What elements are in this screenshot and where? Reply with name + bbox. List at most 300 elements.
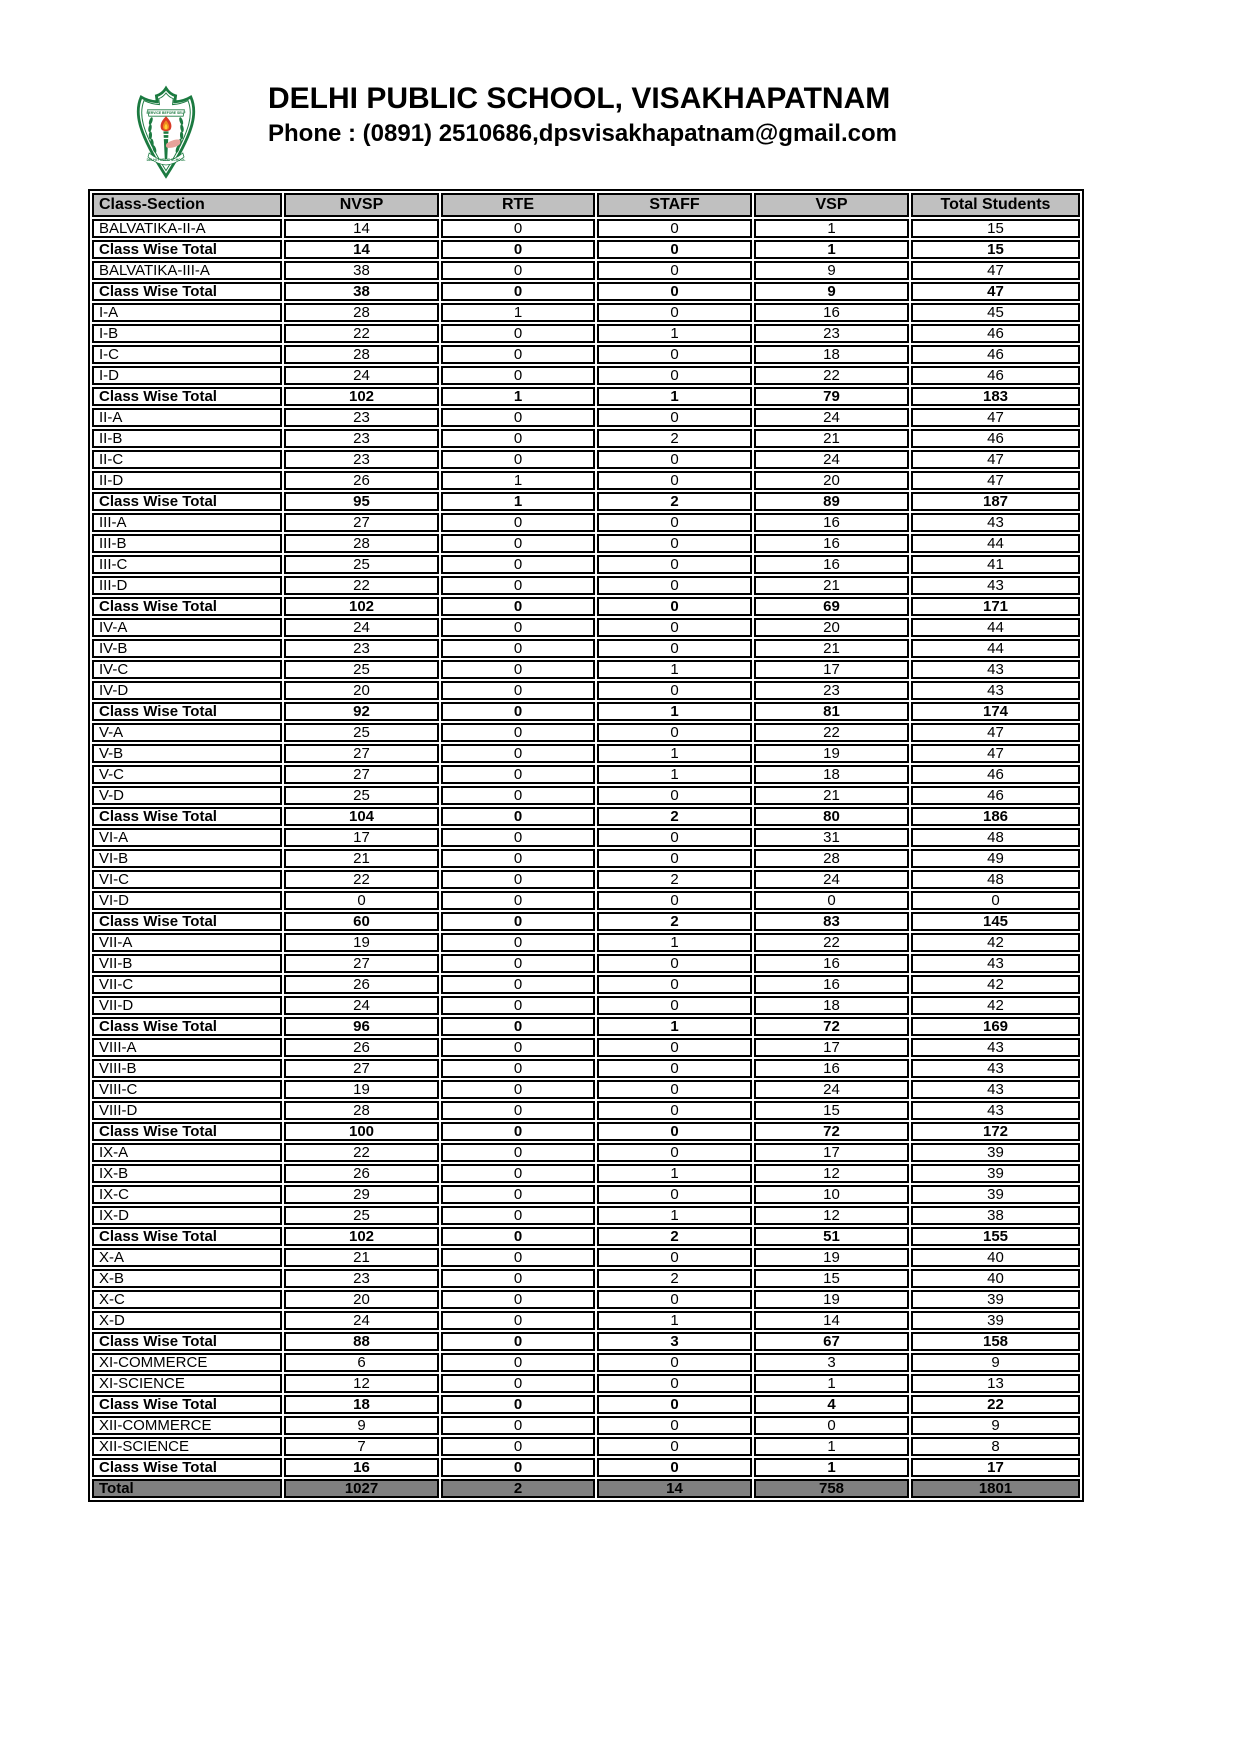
cell-nvsp: 24 [284, 996, 439, 1015]
cell-nvsp: 6 [284, 1353, 439, 1372]
cell-staff: 3 [597, 1332, 752, 1351]
cell-rte: 0 [441, 345, 595, 364]
cell-class-section: IV-C [92, 660, 282, 679]
cell-staff: 0 [597, 1248, 752, 1267]
cell-nvsp: 23 [284, 408, 439, 427]
cell-vsp: 4 [754, 1395, 909, 1414]
cell-rte: 2 [441, 1479, 595, 1498]
table-row [92, 1164, 1080, 1183]
letterhead [0, 0, 1241, 190]
cell-nvsp: 25 [284, 660, 439, 679]
cell-nvsp: 38 [284, 261, 439, 280]
table-row [92, 954, 1080, 973]
table-row [92, 345, 1080, 364]
cell-total-students: 186 [911, 807, 1080, 826]
cell-total-students: 41 [911, 555, 1080, 574]
cell-staff: 0 [597, 786, 752, 805]
cell-nvsp: 104 [284, 807, 439, 826]
cell-total-students: 47 [911, 282, 1080, 301]
cell-nvsp: 28 [284, 303, 439, 322]
cell-class-section: VII-B [92, 954, 282, 973]
cell-vsp: 83 [754, 912, 909, 931]
table-row [92, 744, 1080, 763]
cell-vsp: 20 [754, 618, 909, 637]
column-header-class-section: Class-Section [92, 193, 282, 217]
school-ribbon-text: DELHI PUBLIC SCHOOL [146, 158, 186, 163]
cell-class-section: Class Wise Total [92, 1017, 282, 1036]
class-wise-total-row [92, 387, 1080, 406]
cell-rte: 0 [441, 912, 595, 931]
cell-class-section: Class Wise Total [92, 1227, 282, 1246]
cell-total-students: 9 [911, 1416, 1080, 1435]
cell-class-section: Class Wise Total [92, 282, 282, 301]
cell-vsp: 17 [754, 660, 909, 679]
class-wise-total-row [92, 1395, 1080, 1414]
cell-nvsp: 26 [284, 471, 439, 490]
cell-staff: 0 [597, 1143, 752, 1162]
cell-staff: 0 [597, 576, 752, 595]
cell-nvsp: 27 [284, 1059, 439, 1078]
cell-class-section: Class Wise Total [92, 912, 282, 931]
cell-vsp: 12 [754, 1164, 909, 1183]
cell-nvsp: 19 [284, 933, 439, 952]
table-row [92, 1290, 1080, 1309]
cell-nvsp: 102 [284, 1227, 439, 1246]
cell-total-students: 145 [911, 912, 1080, 931]
motto-text: SERVICE BEFORE SELF [146, 111, 186, 116]
table-row [92, 1353, 1080, 1372]
cell-nvsp: 92 [284, 702, 439, 721]
table-row [92, 1038, 1080, 1057]
cell-vsp: 79 [754, 387, 909, 406]
cell-vsp: 1 [754, 1458, 909, 1477]
cell-staff: 0 [597, 1059, 752, 1078]
school-logo [126, 84, 206, 182]
cell-staff: 1 [597, 387, 752, 406]
cell-rte: 0 [441, 513, 595, 532]
cell-class-section: Class Wise Total [92, 807, 282, 826]
cell-vsp: 28 [754, 849, 909, 868]
cell-rte: 0 [441, 1122, 595, 1141]
cell-class-section: BALVATIKA-III-A [92, 261, 282, 280]
table-row [92, 1080, 1080, 1099]
cell-staff: 0 [597, 1416, 752, 1435]
cell-vsp: 21 [754, 429, 909, 448]
cell-class-section: IX-B [92, 1164, 282, 1183]
table-row [92, 723, 1080, 742]
cell-staff: 0 [597, 849, 752, 868]
table-row [92, 219, 1080, 238]
cell-class-section: VIII-A [92, 1038, 282, 1057]
cell-total-students: 43 [911, 660, 1080, 679]
cell-staff: 0 [597, 471, 752, 490]
cell-vsp: 22 [754, 366, 909, 385]
cell-total-students: 44 [911, 534, 1080, 553]
cell-total-students: 40 [911, 1269, 1080, 1288]
cell-total-students: 1801 [911, 1479, 1080, 1498]
table-row [92, 870, 1080, 889]
cell-staff: 0 [597, 1038, 752, 1057]
cell-vsp: 1 [754, 240, 909, 259]
cell-rte: 0 [441, 744, 595, 763]
cell-total-students: 17 [911, 1458, 1080, 1477]
cell-vsp: 0 [754, 891, 909, 910]
cell-nvsp: 26 [284, 1038, 439, 1057]
cell-total-students: 169 [911, 1017, 1080, 1036]
cell-class-section: Class Wise Total [92, 492, 282, 511]
cell-total-students: 15 [911, 240, 1080, 259]
cell-total-students: 15 [911, 219, 1080, 238]
cell-total-students: 46 [911, 429, 1080, 448]
cell-nvsp: 26 [284, 975, 439, 994]
cell-vsp: 69 [754, 597, 909, 616]
cell-rte: 0 [441, 1038, 595, 1057]
table-row [92, 639, 1080, 658]
cell-staff: 1 [597, 765, 752, 784]
cell-rte: 0 [441, 786, 595, 805]
column-header-rte: RTE [441, 193, 595, 217]
cell-nvsp: 20 [284, 681, 439, 700]
cell-class-section: VII-C [92, 975, 282, 994]
cell-vsp: 17 [754, 1038, 909, 1057]
cell-staff: 1 [597, 1311, 752, 1330]
cell-vsp: 22 [754, 933, 909, 952]
cell-total-students: 45 [911, 303, 1080, 322]
cell-rte: 0 [441, 975, 595, 994]
cell-total-students: 171 [911, 597, 1080, 616]
cell-class-section: II-A [92, 408, 282, 427]
cell-class-section: X-A [92, 1248, 282, 1267]
cell-nvsp: 18 [284, 1395, 439, 1414]
cell-rte: 0 [441, 1059, 595, 1078]
table-row [92, 534, 1080, 553]
cell-vsp: 67 [754, 1332, 909, 1351]
cell-nvsp: 60 [284, 912, 439, 931]
cell-rte: 0 [441, 219, 595, 238]
cell-class-section: VI-C [92, 870, 282, 889]
table-row [92, 1143, 1080, 1162]
cell-rte: 0 [441, 1101, 595, 1120]
cell-total-students: 44 [911, 639, 1080, 658]
cell-class-section: XI-SCIENCE [92, 1374, 282, 1393]
cell-total-students: 46 [911, 366, 1080, 385]
cell-total-students: 43 [911, 1101, 1080, 1120]
cell-total-students: 187 [911, 492, 1080, 511]
cell-class-section: IX-A [92, 1143, 282, 1162]
column-header-vsp: VSP [754, 193, 909, 217]
cell-vsp: 19 [754, 744, 909, 763]
cell-nvsp: 14 [284, 219, 439, 238]
table-row [92, 1101, 1080, 1120]
cell-class-section: V-B [92, 744, 282, 763]
cell-staff: 0 [597, 345, 752, 364]
cell-class-section: Class Wise Total [92, 1122, 282, 1141]
cell-nvsp: 88 [284, 1332, 439, 1351]
cell-vsp: 24 [754, 1080, 909, 1099]
cell-staff: 0 [597, 555, 752, 574]
cell-total-students: 43 [911, 954, 1080, 973]
cell-total-students: 0 [911, 891, 1080, 910]
cell-nvsp: 23 [284, 429, 439, 448]
cell-nvsp: 38 [284, 282, 439, 301]
contact-line: Phone : (0891) 2510686,dpsvisakhapatnam@gmail.com [268, 120, 897, 147]
cell-staff: 0 [597, 1101, 752, 1120]
cell-staff: 2 [597, 1269, 752, 1288]
cell-class-section: Class Wise Total [92, 387, 282, 406]
cell-rte: 0 [441, 702, 595, 721]
cell-rte: 0 [441, 450, 595, 469]
cell-total-students: 43 [911, 1080, 1080, 1099]
cell-staff: 0 [597, 261, 752, 280]
class-wise-total-row [92, 240, 1080, 259]
cell-class-section: II-C [92, 450, 282, 469]
cell-class-section: III-A [92, 513, 282, 532]
cell-staff: 14 [597, 1479, 752, 1498]
cell-class-section: V-D [92, 786, 282, 805]
cell-rte: 1 [441, 387, 595, 406]
cell-class-section: X-D [92, 1311, 282, 1330]
class-wise-total-row [92, 1122, 1080, 1141]
cell-class-section: BALVATIKA-II-A [92, 219, 282, 238]
cell-class-section: Class Wise Total [92, 1332, 282, 1351]
cell-class-section: V-C [92, 765, 282, 784]
cell-total-students: 39 [911, 1164, 1080, 1183]
cell-rte: 0 [441, 1311, 595, 1330]
cell-vsp: 18 [754, 996, 909, 1015]
table-row [92, 261, 1080, 280]
cell-vsp: 20 [754, 471, 909, 490]
cell-nvsp: 24 [284, 618, 439, 637]
cell-nvsp: 29 [284, 1185, 439, 1204]
cell-vsp: 81 [754, 702, 909, 721]
cell-rte: 0 [441, 681, 595, 700]
cell-vsp: 72 [754, 1122, 909, 1141]
cell-class-section: Class Wise Total [92, 240, 282, 259]
cell-staff: 0 [597, 450, 752, 469]
cell-class-section: VII-A [92, 933, 282, 952]
cell-staff: 1 [597, 933, 752, 952]
cell-staff: 0 [597, 219, 752, 238]
cell-rte: 0 [441, 1206, 595, 1225]
cell-nvsp: 96 [284, 1017, 439, 1036]
cell-vsp: 16 [754, 954, 909, 973]
cell-vsp: 31 [754, 828, 909, 847]
cell-class-section: IV-B [92, 639, 282, 658]
school-name: DELHI PUBLIC SCHOOL, VISAKHAPATNAM [268, 82, 891, 115]
cell-rte: 0 [441, 849, 595, 868]
cell-rte: 0 [441, 1248, 595, 1267]
cell-vsp: 19 [754, 1248, 909, 1267]
cell-total-students: 47 [911, 471, 1080, 490]
cell-vsp: 758 [754, 1479, 909, 1498]
cell-staff: 2 [597, 870, 752, 889]
cell-staff: 0 [597, 303, 752, 322]
cell-staff: 0 [597, 891, 752, 910]
column-header-staff: STAFF [597, 193, 752, 217]
cell-total-students: 43 [911, 1059, 1080, 1078]
cell-rte: 0 [441, 828, 595, 847]
cell-nvsp: 22 [284, 576, 439, 595]
dps-crest-icon [126, 84, 206, 182]
cell-class-section: II-D [92, 471, 282, 490]
cell-rte: 0 [441, 1353, 595, 1372]
cell-staff: 2 [597, 1227, 752, 1246]
column-header-nvsp: NVSP [284, 193, 439, 217]
cell-class-section: XII-SCIENCE [92, 1437, 282, 1456]
cell-class-section: IV-D [92, 681, 282, 700]
cell-staff: 0 [597, 1395, 752, 1414]
cell-staff: 0 [597, 639, 752, 658]
cell-total-students: 47 [911, 744, 1080, 763]
letterhead-text [268, 82, 897, 147]
cell-rte: 0 [441, 807, 595, 826]
cell-nvsp: 17 [284, 828, 439, 847]
cell-rte: 0 [441, 282, 595, 301]
table-row [92, 765, 1080, 784]
table-row [92, 681, 1080, 700]
cell-staff: 1 [597, 1164, 752, 1183]
cell-rte: 0 [441, 324, 595, 343]
cell-total-students: 40 [911, 1248, 1080, 1267]
cell-nvsp: 23 [284, 450, 439, 469]
grand-total-row [92, 1479, 1080, 1498]
cell-vsp: 22 [754, 723, 909, 742]
cell-staff: 2 [597, 492, 752, 511]
class-wise-total-row [92, 1227, 1080, 1246]
cell-total-students: 47 [911, 723, 1080, 742]
cell-vsp: 0 [754, 1416, 909, 1435]
cell-rte: 0 [441, 723, 595, 742]
cell-staff: 0 [597, 597, 752, 616]
cell-vsp: 9 [754, 282, 909, 301]
cell-nvsp: 28 [284, 345, 439, 364]
table-row [92, 429, 1080, 448]
cell-rte: 0 [441, 660, 595, 679]
cell-class-section: XI-COMMERCE [92, 1353, 282, 1372]
cell-rte: 1 [441, 303, 595, 322]
cell-class-section: Class Wise Total [92, 1458, 282, 1477]
cell-staff: 0 [597, 1374, 752, 1393]
class-wise-total-row [92, 912, 1080, 931]
cell-rte: 1 [441, 492, 595, 511]
cell-total-students: 46 [911, 765, 1080, 784]
column-header-total-students: Total Students [911, 193, 1080, 217]
cell-nvsp: 25 [284, 1206, 439, 1225]
cell-total-students: 13 [911, 1374, 1080, 1393]
cell-rte: 0 [441, 1458, 595, 1477]
cell-rte: 0 [441, 261, 595, 280]
cell-vsp: 1 [754, 1437, 909, 1456]
cell-staff: 0 [597, 282, 752, 301]
table-row [92, 891, 1080, 910]
cell-rte: 0 [441, 597, 595, 616]
cell-total-students: 48 [911, 870, 1080, 889]
cell-nvsp: 27 [284, 744, 439, 763]
cell-nvsp: 27 [284, 954, 439, 973]
cell-nvsp: 28 [284, 1101, 439, 1120]
cell-nvsp: 25 [284, 723, 439, 742]
cell-class-section: VI-D [92, 891, 282, 910]
cell-rte: 0 [441, 1437, 595, 1456]
table-row [92, 1437, 1080, 1456]
cell-nvsp: 16 [284, 1458, 439, 1477]
cell-rte: 0 [441, 1332, 595, 1351]
cell-total-students: 39 [911, 1311, 1080, 1330]
table-row [92, 618, 1080, 637]
cell-total-students: 46 [911, 786, 1080, 805]
cell-class-section: VIII-B [92, 1059, 282, 1078]
table-row [92, 324, 1080, 343]
cell-nvsp: 9 [284, 1416, 439, 1435]
cell-nvsp: 102 [284, 597, 439, 616]
table-row [92, 996, 1080, 1015]
cell-staff: 1 [597, 744, 752, 763]
cell-vsp: 15 [754, 1269, 909, 1288]
cell-rte: 0 [441, 1416, 595, 1435]
cell-rte: 0 [441, 1395, 595, 1414]
cell-total-students: 47 [911, 450, 1080, 469]
cell-nvsp: 0 [284, 891, 439, 910]
cell-class-section: Total [92, 1479, 282, 1498]
cell-total-students: 39 [911, 1143, 1080, 1162]
cell-nvsp: 102 [284, 387, 439, 406]
cell-class-section: III-D [92, 576, 282, 595]
cell-nvsp: 14 [284, 240, 439, 259]
cell-total-students: 39 [911, 1290, 1080, 1309]
table-row [92, 576, 1080, 595]
cell-vsp: 10 [754, 1185, 909, 1204]
cell-rte: 0 [441, 534, 595, 553]
cell-total-students: 43 [911, 576, 1080, 595]
table-row [92, 849, 1080, 868]
cell-rte: 0 [441, 1290, 595, 1309]
cell-nvsp: 19 [284, 1080, 439, 1099]
cell-vsp: 16 [754, 555, 909, 574]
cell-total-students: 38 [911, 1206, 1080, 1225]
cell-nvsp: 24 [284, 1311, 439, 1330]
cell-vsp: 16 [754, 303, 909, 322]
cell-total-students: 42 [911, 996, 1080, 1015]
cell-nvsp: 27 [284, 765, 439, 784]
cell-class-section: III-C [92, 555, 282, 574]
cell-rte: 0 [441, 618, 595, 637]
cell-vsp: 24 [754, 870, 909, 889]
cell-class-section: I-A [92, 303, 282, 322]
cell-vsp: 16 [754, 1059, 909, 1078]
table-row [92, 1416, 1080, 1435]
cell-total-students: 155 [911, 1227, 1080, 1246]
cell-total-students: 44 [911, 618, 1080, 637]
cell-class-section: VIII-C [92, 1080, 282, 1099]
cell-total-students: 183 [911, 387, 1080, 406]
cell-staff: 0 [597, 1437, 752, 1456]
cell-class-section: VI-A [92, 828, 282, 847]
cell-vsp: 19 [754, 1290, 909, 1309]
cell-staff: 0 [597, 513, 752, 532]
cell-vsp: 18 [754, 765, 909, 784]
cell-vsp: 1 [754, 1374, 909, 1393]
cell-rte: 0 [441, 576, 595, 595]
cell-total-students: 42 [911, 975, 1080, 994]
cell-staff: 0 [597, 828, 752, 847]
cell-staff: 0 [597, 534, 752, 553]
cell-class-section: Class Wise Total [92, 1395, 282, 1414]
table-header-row [92, 193, 1080, 217]
cell-staff: 2 [597, 807, 752, 826]
cell-rte: 0 [441, 366, 595, 385]
cell-vsp: 80 [754, 807, 909, 826]
table-row [92, 1248, 1080, 1267]
